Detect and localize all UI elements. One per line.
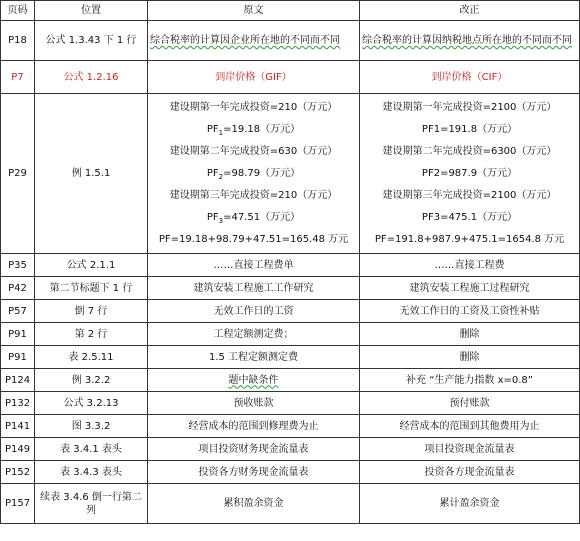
table-row [1,415,580,438]
corrected-cell: 到岸价格（CIF） [360,61,580,94]
table-row [1,484,580,524]
page-cell: P149 [1,438,35,461]
table-row [1,254,580,277]
original-cell: 预收账款 [148,392,360,415]
original-cell: 累积盈余资金 [148,484,360,524]
corrected-cell: 删除 [360,323,580,346]
pf-subscript: 3 [218,216,224,225]
position-cell: 例 1.5.1 [35,94,148,254]
table-row [1,438,580,461]
table-row [1,277,580,300]
line: 建设期第二年完成投资=630（万元） [169,145,338,157]
position-cell: 表 3.4.3 表头 [35,461,148,484]
corrected-cell: 无效工作日的工资及工资性补贴 [360,300,580,323]
table-row [1,461,580,484]
corrected-cell: 预付账款 [360,392,580,415]
corrected-cell [360,94,580,254]
line: 建设期第三年完成投资=210（万元） [169,189,338,201]
table-row [1,369,580,392]
table-row [1,94,580,254]
line: PF1=191.8（万元） [421,123,518,135]
original-cell: 到岸价格（GIF） [148,61,360,94]
table-row [1,61,580,94]
original-cell: 1.5 工程定额测定费 [148,346,360,369]
page-cell: P91 [1,323,35,346]
line: $PF_2=98.79$（万元） [206,167,301,181]
original-cell [148,21,360,61]
original-cell: 建筑安装工程施工工作研究 [148,277,360,300]
page-cell: P35 [1,254,35,277]
page-cell: P124 [1,369,35,392]
position-cell: 倒 7 行 [35,300,148,323]
header-position: 位置 [35,1,148,21]
header-corrected: 改正 [360,1,580,21]
header-row [1,1,580,21]
page-cell: P29 [1,94,35,254]
page-cell: P132 [1,392,35,415]
corrected-cell: 删除 [360,346,580,369]
corrected-cell: 补充 “生产能力指数 x=0.8” [360,369,580,392]
line: 建设期第一年完成投资=2100（万元） [382,101,557,113]
position-cell: 公式 1.3.43 下 1 行 [35,21,148,61]
corrected-text: 综合税率的计算因纳税地点所在地的不同而不同 [362,35,572,46]
page-cell: P42 [1,277,35,300]
position-cell: 表 3.4.1 表头 [35,438,148,461]
original-cell: 无效工作日的工资 [148,300,360,323]
original-cell [148,94,360,254]
position-cell: 第二节标题下 1 行 [35,277,148,300]
line: PF=19.18+98.79+47.51=165.48 万元 [158,233,349,245]
corrected-cell: 累计盈余资金 [360,484,580,524]
page-cell: P91 [1,346,35,369]
line: PF3=475.1（万元） [421,211,518,223]
corrected-cell: 建筑安装工程施工过程研究 [360,277,580,300]
original-cell [148,369,360,392]
position-cell: 公式 3.2.13 [35,392,148,415]
line: PF2=987.9（万元） [421,167,518,179]
pf-subscript: 1 [218,128,224,137]
header-page: 页码 [1,1,35,21]
table-row [1,323,580,346]
original-cell: 项目投资财务现金流量表 [148,438,360,461]
position-cell: 续表 3.4.6 倒一行第二列 [35,484,148,524]
page-cell: P141 [1,415,35,438]
page-cell: P7 [1,61,35,94]
line: $PF_3=47.51$（万元） [206,211,301,225]
pf-subscript: 2 [218,172,224,181]
position-cell: 第 2 行 [35,323,148,346]
original-cell: ……直接工程费单 [148,254,360,277]
position-cell: 例 3.2.2 [35,369,148,392]
corrected-cell: 投资各方现金流量表 [360,461,580,484]
position-cell: 图 3.3.2 [35,415,148,438]
corrected-cell: ……直接工程费 [360,254,580,277]
position-cell: 公式 1.2.16 [35,61,148,94]
original-cell: 经营成本的范围到修理费为止 [148,415,360,438]
corrected-cell: 经营成本的范围到其他费用为止 [360,415,580,438]
page-cell: P18 [1,21,35,61]
original-cell: 投资各方财务现金流量表 [148,461,360,484]
page-cell: P157 [1,484,35,524]
corrected-cell [360,21,580,61]
line: PF=191.8+987.9+475.1=1654.8 万元 [374,233,565,245]
corrected-cell: 项目投资现金流量表 [360,438,580,461]
line: 建设期第三年完成投资=2100（万元） [382,189,557,201]
position-cell: 公式 2.1.1 [35,254,148,277]
line: 建设期第一年完成投资=210（万元） [169,101,338,113]
table-row [1,21,580,61]
original-text: 综合税率的计算因企业所在地的不同而不同 [150,35,340,46]
page-cell: P152 [1,461,35,484]
line: $PF_1=19.18$（万元） [206,123,301,137]
table-row [1,346,580,369]
header-original: 原文 [148,1,360,21]
table-row [1,300,580,323]
original-text: 题中缺条件 [228,374,279,386]
line: 建设期第二年完成投资=6300（万元） [382,145,557,157]
position-cell: 表 2.5.11 [35,346,148,369]
original-cell: 工程定额测定费； [148,323,360,346]
table-row [1,392,580,415]
page-cell: P57 [1,300,35,323]
